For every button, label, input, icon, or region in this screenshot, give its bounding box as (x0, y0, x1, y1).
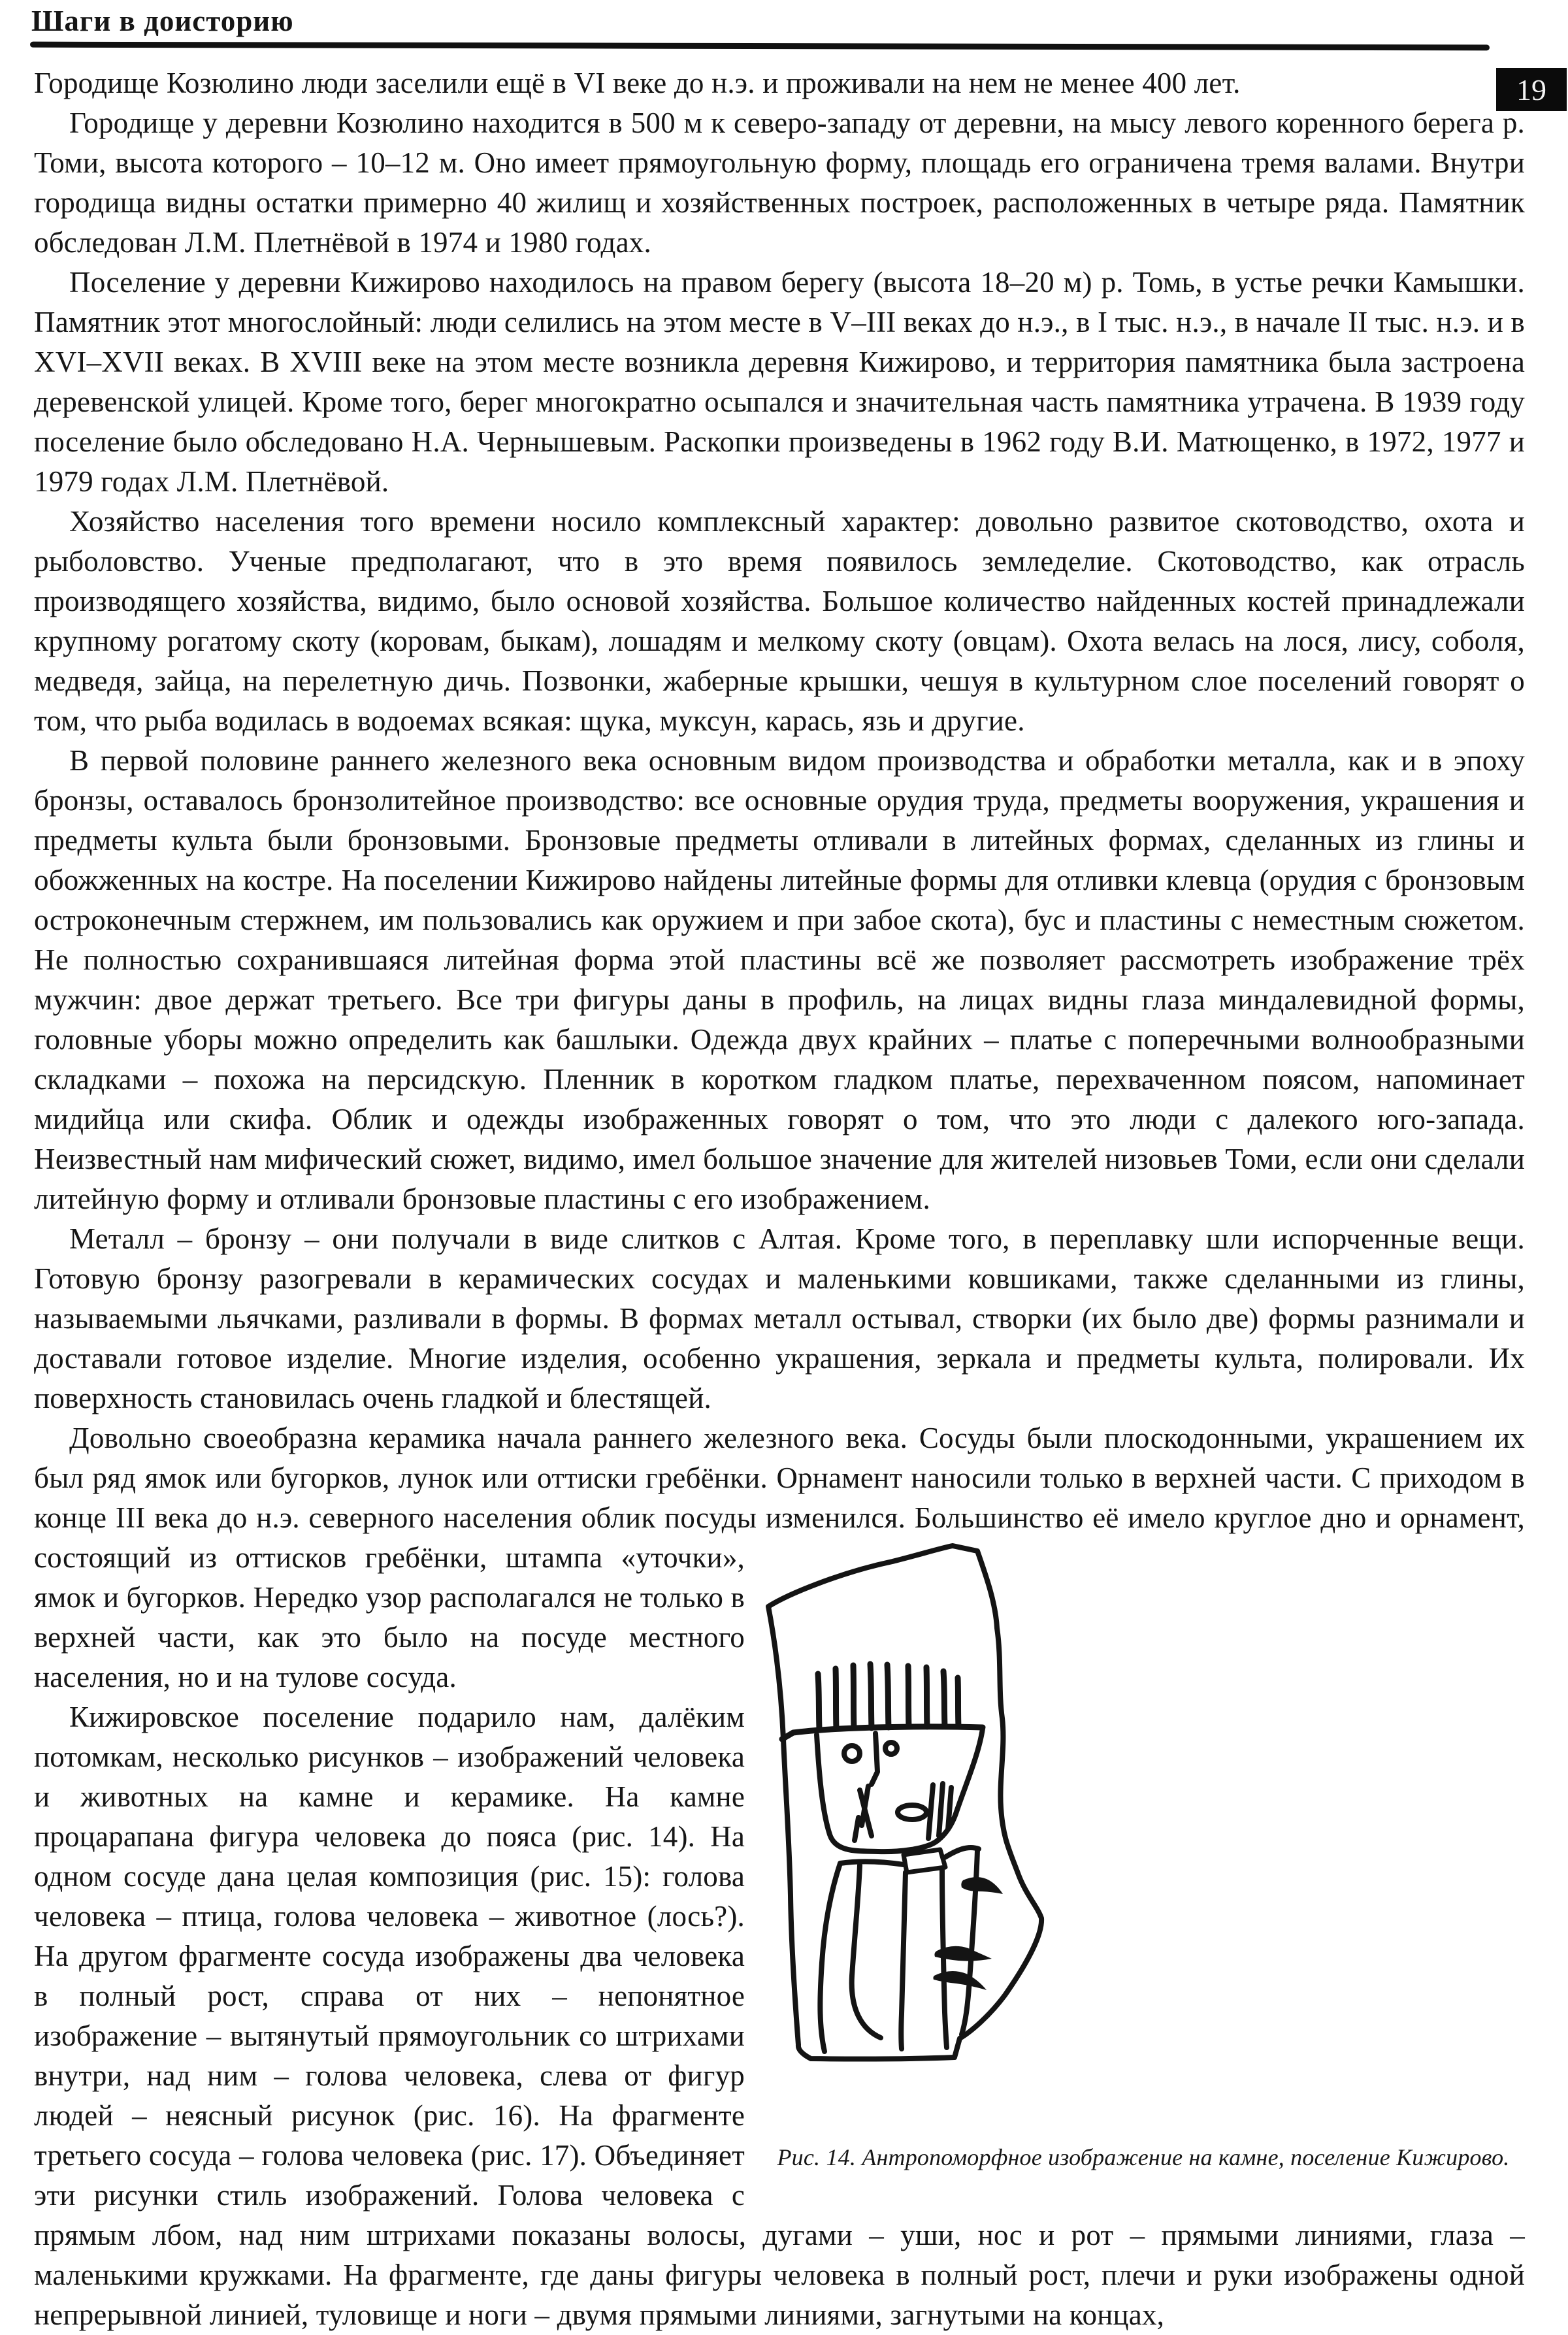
brow-line (782, 1727, 983, 1739)
hair-strokes (818, 1664, 958, 1729)
left-shoulder (840, 1861, 904, 1865)
page-number-badge: 19 (1496, 68, 1567, 111)
paragraph: Городище Козюлино люди заселили ещё в VI веке до н.э. и проживали на нем не менее 400 лет. (34, 67, 1241, 99)
paragraph: Кижировское поселение подарило нам, далёким потомкам, несколько рисунков – изображений человека и животных на камне и керамике. На камне процарапана фигура человека до пояса (рис. 14). На одном сосуде дана целая композиция (рис. 15): голова человека – птица, голова человека – животное (лось?). На другом фрагменте сосуда изображены два человека в полный рост, справа от них – непонятное изображение – вытянутый прямоугольник со штрихами внутри, над ним – голова человека, слева от фигур людей – неясный рисунок (рис. 16). На фрагменте третьего сосуда – голова человека (рис. 17). Объединяет эти рисунки стиль изображений. Голова человека с прямым лбом, над ним штрихами показаны волосы, дугами – уши, нос и рот – прямыми линиями, глаза – маленькими кружками. На фрагменте, где даны фигуры человека в полный рост, плечи и руки изображены одной непрерывной линией, туловище и ноги – двумя прямыми линиями, загнутыми на концах, (34, 1701, 1525, 2331)
neck-collar (904, 1850, 945, 1872)
paragraph-text: Довольно своеобразна керамика начала раннего железного века. Сосуды были плоскодонными, украшением их был ряд ямок или бугорков, лунок или оттиски гребёнки. Орнамент наносили только в верхней части. С приходом в конце III века до н.э. северного населения облик посуды изменился. (34, 1422, 1525, 1534)
paragraph: Городище у деревни Козюлино находится в 500 м к северо-западу от деревни, на мысу левого коренного берега р. Томи, высота которого – 10–12 м. Оно имеет прямоугольную форму, площадь его ограничена тремя валами. Внутри городища видны остатки примерно 40 жилищ и хозяйственных построек, расположенных в четыре ряда. Памятник обследован Л.М. Плетнёвой в 1974 и 1980 годах. (34, 106, 1525, 259)
paragraph: В первой половине раннего железного века основным видом производства и обработки металла, как и в эпоху бронзы, оставалось бронзолитейное производство: все основные орудия труда, предметы вооружения, украшения и предметы культа были бронзовыми. Бронзовые предметы отливали в литейных формах, сделанных из глины и обожженных на костре. На поселении Кижирово найдены литейные формы для отливки клевца (орудия с бронзовым остроконечным стержнем, им пользовались как оружием и при забое скота), бус и пластины с неместным сюжетом. Не полностью сохранившаяся литейная форма этой пластины всё же позволяет рассмотреть изображение трёх мужчин: двое держат третьего. Все три фигуры даны в профиль, на лицах видны глаза миндалевидной формы, головные уборы можно определить как башлыки. Одежда двух крайних – платье с поперечными волнообразными складками – похожа на персидскую. Пленник в коротком гладком платье, перехваченном поясом, напоминает мидийца или скифа. Облик и одежды изображенных говорят о том, что это люди с далекого юго-запада. Неизвестный нам мифический сюжет, видимо, имел большое значение для жителей низовьев Томи, если они сделали литейную форму и отливали бронзовые пластины с его изображением. (34, 744, 1525, 1215)
paragraph: Хозяйство населения того времени носило комплексный характер: довольно развитое скотоводство, охота и рыболовство. Ученые предполагают, что в это время появилось земледелие. Скотоводство, как отрасль производящего хозяйства, видимо, было основой хозяйства. Большое количество найденных костей принадлежали крупному рогатому скоту (коровам, быкам), лошадям и мелкому скоту (овцам). Охота велась на лося, лису, соболя, медведя, зайца, на перелетную дичь. Позвонки, жаберные крышки, чешуя в культурном слое поселений говорят о том, что рыба водилась в водоемах всякая: щука, муксун, карась, язь и другие. (34, 505, 1525, 737)
paragraph-text: Большинство её имело круглое дно и орнамент, состоящий из оттисков гребёнки, штампа «уточки», ямок и бугорков. Нередко узор располагался не только в верхней части, как это было на посуде местного населения, но и на тулове сосуда. (34, 1501, 1526, 1693)
figure-14-inner (762, 1543, 1525, 2173)
slash-lower (933, 1971, 987, 1990)
slash-upper (961, 1877, 1003, 1894)
left-arm-inner (852, 1865, 881, 2038)
left-cheek-hatching (855, 1786, 872, 1840)
right-eye (885, 1742, 897, 1754)
mouth (898, 1805, 926, 1820)
right-cheek-hatching (928, 1784, 951, 1838)
anthropomorphic-stone-drawing (762, 1543, 1049, 2131)
right-shoulder (945, 1848, 979, 1857)
figure-14 (762, 1543, 1525, 2213)
face (782, 1727, 983, 1852)
torso-left-line (901, 1872, 906, 2049)
nose-line (872, 1733, 877, 1784)
paragraph: Металл – бронзу – они получали в виде слитков с Алтая. Кроме того, в переплавку шли испорченные вещи. Готовую бронзу разогревали в керамических сосудах и маленькими ковшиками, также сделанными из глины, называемыми льячками, разливали в формы. В формах металл остывал, створки (их было две) формы разнимали и доставали готовое изделие. Многие изделия, особенно украшения, зеркала и предметы культа, полировали. Их поверхность становилась очень гладкой и блестящей. (34, 1222, 1525, 1414)
header-rule (30, 42, 1490, 51)
figure-caption: Рис. 14. Антропоморфное изображение на камне, поселение Кижирово. (777, 2144, 1510, 2170)
face-outline (817, 1729, 983, 1852)
left-arm-outer (820, 1863, 840, 2051)
body-text-column (34, 63, 1525, 2335)
paragraph: Поселение у деревни Кижирово находилось на правом берегу (высота 18–20 м) р. Томь, в устье речки Камышки. Памятник этот многослойный: люди селились на этом месте в V–III веках до н.э., в I тыс. н.э., в начале II тыс. н.э. и в XVI–XVII веках. В XVIII веке на этом месте возникла деревня Кижирово, и территория памятника была застроена деревенской улицей. Кроме того, берег многократно осыпался и значительная часть памятника утрачена. В 1939 году поселение было обследовано Н.А. Чернышевым. Раскопки произведены в 1962 году В.И. Матющенко, в 1972, 1977 и 1979 годах Л.М. Плетнёвой. (34, 266, 1525, 498)
left-eye (844, 1746, 860, 1761)
page-header-title: Шаги в доисторию (31, 5, 294, 37)
